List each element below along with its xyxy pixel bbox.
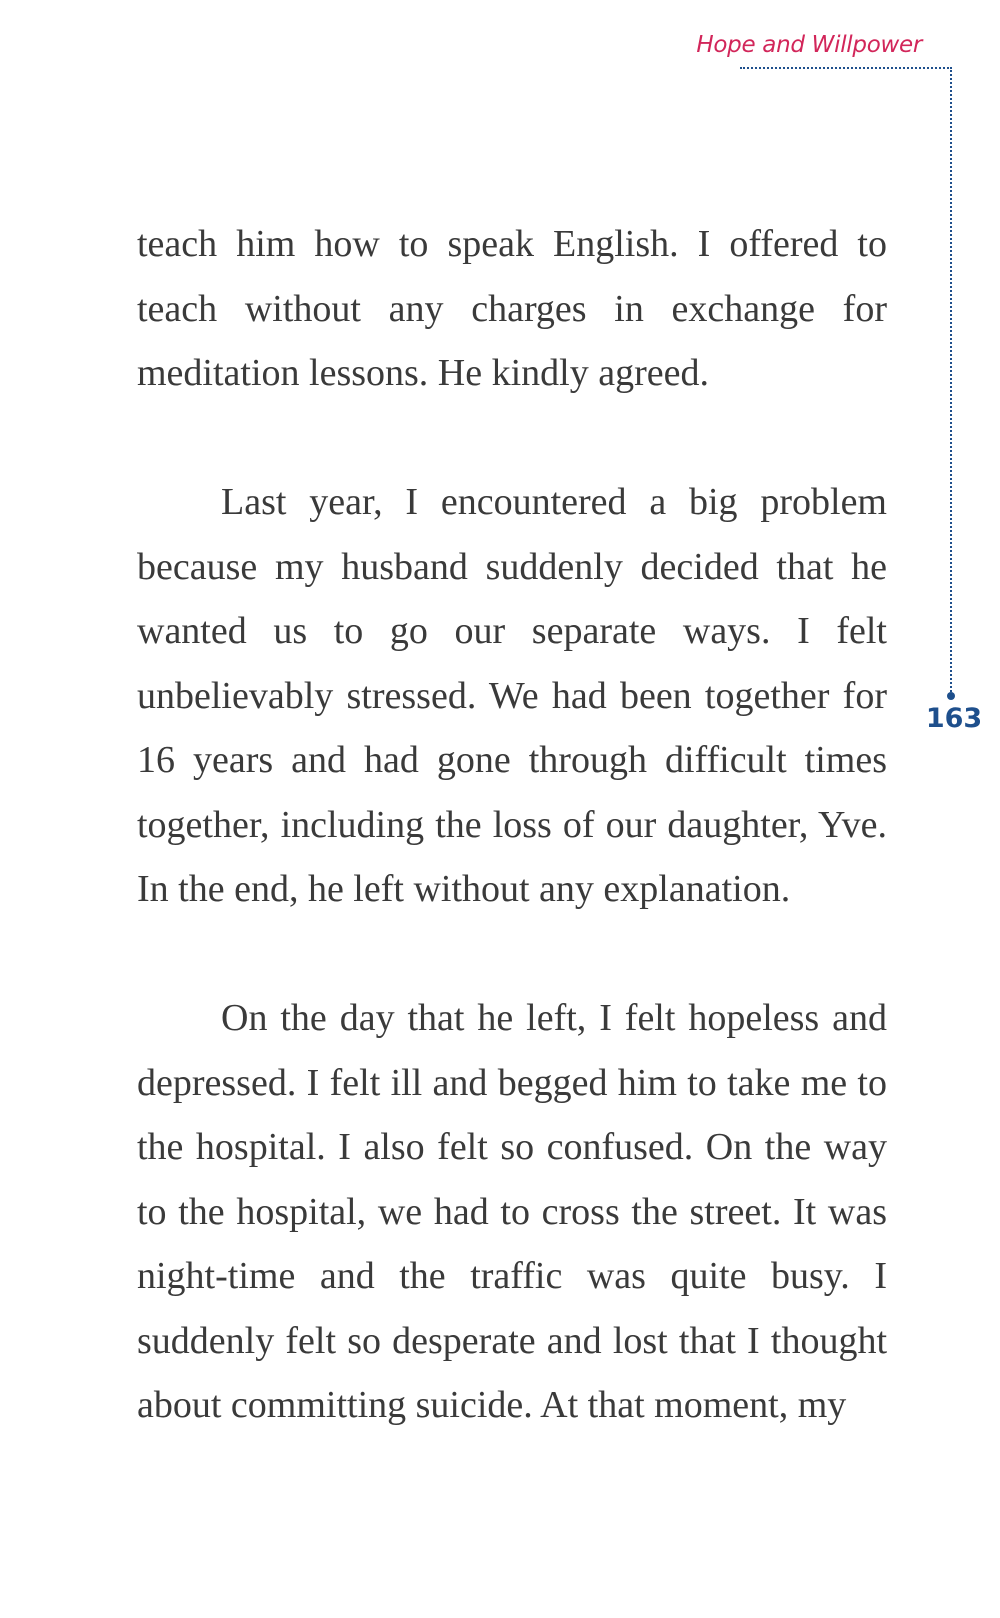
paragraph-last-year: Last year, I encountered a big problem because my husband suddenly decided that he wanted us to go our separate ways. I felt unbelievably stressed. We had been together for 16 years and had gone through difficult times together, including the loss of our daughter, Yve. In the end, he left without any explanation. — [137, 481, 887, 910]
paragraph-continuation: teach him how to speak English. I offered to teach without any charges in exchange for meditation lessons. He kindly agreed. — [137, 223, 887, 394]
margin-dotted-rule — [950, 67, 952, 695]
page-number: 163 — [925, 703, 983, 734]
rule-end-dot — [947, 692, 955, 700]
running-header-title: Hope and Willpower — [696, 32, 922, 58]
header-dotted-rule — [740, 67, 952, 69]
paragraph-day-he-left: On the day that he left, I felt hopeless and depressed. I felt ill and begged him to take me to the hospital. I also felt so confused. On the way to the hospital, we had to cross the street. It was night-time and the traffic was quite busy. I suddenly felt so desperate and lost that I thought about committing suicide. At that moment, my — [137, 997, 887, 1426]
body-text — [137, 212, 887, 1502]
